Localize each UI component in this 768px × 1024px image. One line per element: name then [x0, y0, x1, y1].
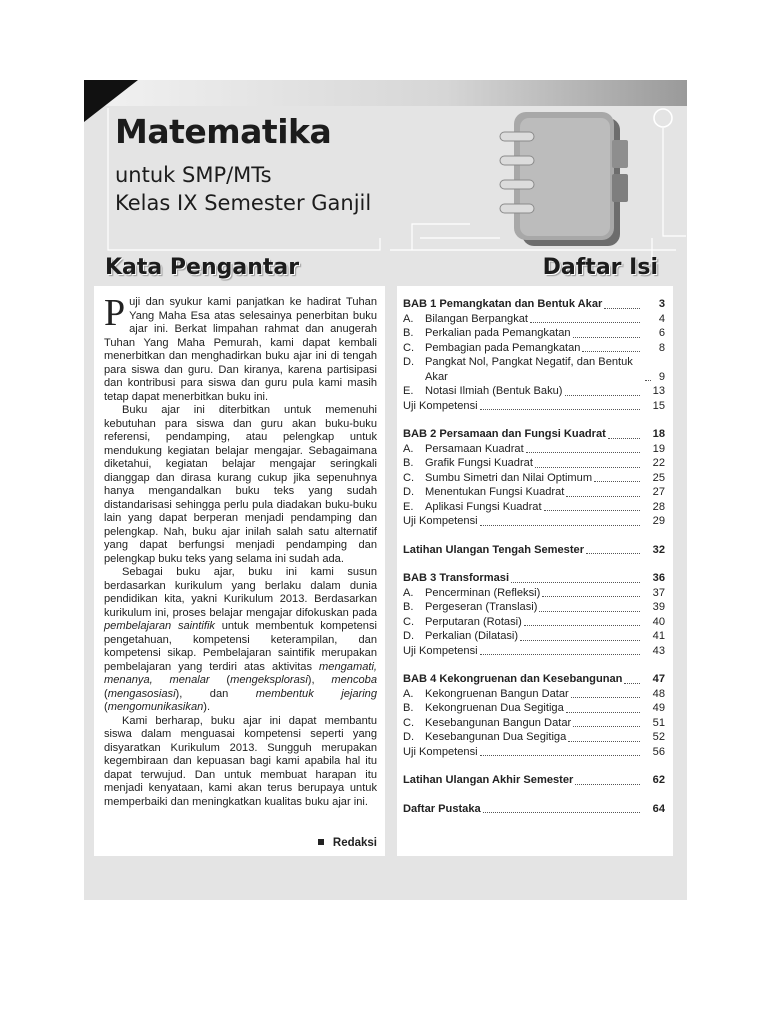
- toc-entry-text: Aplikasi Fungsi Kuadrat: [425, 500, 542, 513]
- toc-entry[interactable]: [403, 730, 665, 745]
- toc-entry-text: Pembagian pada Pemangkatan: [425, 341, 581, 354]
- toc-entry[interactable]: [403, 672, 665, 687]
- toc-entry-page: 56: [652, 745, 665, 758]
- toc-entry-text: Perkalian (Dilatasi): [425, 630, 519, 642]
- toc-entry[interactable]: [403, 629, 665, 644]
- toc-entry-text: Uji Kompetensi: [403, 644, 478, 657]
- toc-leader-dots: [480, 654, 640, 655]
- toc-entry-text: Notasi Ilmiah (Bentuk Baku): [425, 385, 563, 397]
- toc-entry-letter: D.: [403, 731, 415, 743]
- toc-entry-text: BAB 3 Transformasi: [403, 572, 510, 584]
- toc-entry-text: Menentukan Fungsi Kuadrat: [425, 486, 565, 498]
- toc-entry-label: [403, 644, 478, 659]
- toc-entry[interactable]: [403, 384, 665, 399]
- toc-entry-label: [403, 500, 542, 515]
- paragraph-4: Kami berharap, buku ajar ini dapat membantu siswa dalam menguasai kompetensi seperti yang disyaratkan Kurikulum 2013. Sungguh merupakan kegembiraan dan kepuasan bagi kami apabila hal itu dapat terwujud. Dan untuk membuat harapan itu menjadi kenyataan, kami akan terus berupaya untuk memperbaiki dan meningkatkan kualitas buku ajar ini.: [104, 714, 377, 808]
- toc-entry-page: 19: [652, 442, 665, 455]
- toc-entry-label: [403, 543, 584, 558]
- drop-cap: P: [104, 292, 126, 334]
- toc-entry-label: [403, 326, 571, 341]
- toc-entry[interactable]: [403, 773, 665, 788]
- toc-entry-label: [403, 341, 580, 356]
- toc-entry-letter: A.: [403, 312, 414, 325]
- toc-entry-text: Kesebangunan Dua Segitiga: [425, 731, 567, 743]
- toc-leader-dots: [594, 481, 640, 482]
- toc-entry-text: Persamaan Kuadrat: [425, 442, 524, 455]
- toc-entry[interactable]: [403, 543, 665, 558]
- toc-entry-page: 25: [652, 471, 665, 484]
- toc-entry-letter: B.: [403, 327, 414, 339]
- toc-entry-page: 43: [652, 644, 665, 657]
- toc-entry-page: 27: [652, 486, 665, 498]
- toc-entry[interactable]: [403, 644, 665, 659]
- toc-leader-dots: [483, 812, 640, 813]
- toc-entry-label: [403, 297, 602, 312]
- toc-entry-letter: D.: [403, 356, 415, 368]
- toc-entry-page: 41: [652, 630, 665, 642]
- toc-entry-page: 62: [652, 774, 665, 786]
- table-of-contents: [403, 297, 665, 816]
- kata-pengantar-text: [104, 292, 378, 809]
- toc-entry-label: [403, 687, 569, 702]
- toc-entry-page: 28: [652, 500, 665, 513]
- toc-leader-dots: [539, 611, 640, 612]
- toc-entry-text: Perkalian pada Pemangkatan: [425, 327, 571, 339]
- toc-entry-page: 8: [658, 341, 665, 354]
- daftar-isi-panel: [397, 286, 673, 856]
- toc-entry[interactable]: [403, 341, 665, 356]
- toc-entry-text: BAB 4 Kekongruenan dan Kesebangunan: [403, 673, 623, 685]
- toc-entry-label: [403, 485, 564, 500]
- toc-entry-letter: C.: [403, 615, 415, 628]
- toc-entry-text: Uji Kompetensi: [403, 399, 478, 412]
- toc-leader-dots: [604, 308, 640, 309]
- toc-entry-label: [403, 701, 564, 716]
- toc-entry-label: [403, 427, 606, 442]
- toc-entry-label: [403, 355, 643, 384]
- paragraph-1: Puji dan syukur kami panjatkan ke hadirat Tuhan Yang Maha Esa atas selesainya penerbitan buku ajar ini. Berkat limpahan rahmat dan anugerah Tuhan Yang Maha Pemurah, kami dapat kembali menerbitkan dan menghadirkan buku ajar ini di tengah para siswa dan guru. Dan kiranya, karena partisipasi dan kontribusi para siswa dan guru pula kami masih tetap dapat menerbitkan buku ini.: [104, 292, 377, 403]
- toc-entry-letter: C.: [403, 341, 415, 354]
- toc-entry-letter: B.: [403, 457, 414, 469]
- book-subtitle-class: Kelas IX Semester Ganjil: [115, 191, 372, 215]
- toc-entry[interactable]: [403, 802, 665, 817]
- toc-entry[interactable]: [403, 600, 665, 615]
- toc-leader-dots: [575, 784, 640, 785]
- toc-entry[interactable]: [403, 326, 665, 341]
- toc-leader-dots: [582, 351, 640, 352]
- toc-entry[interactable]: [403, 355, 665, 384]
- toc-entry-text: Latihan Ulangan Akhir Semester: [403, 774, 574, 786]
- toc-leader-dots: [480, 409, 640, 410]
- toc-entry-text: Grafik Fungsi Kuadrat: [425, 457, 533, 469]
- toc-entry-text: Latihan Ulangan Tengah Semester: [403, 543, 585, 556]
- toc-entry[interactable]: [403, 297, 665, 312]
- toc-entry-text: Pencerminan (Refleksi): [425, 586, 541, 599]
- toc-leader-dots: [544, 510, 640, 511]
- toc-entry[interactable]: [403, 687, 665, 702]
- toc-entry-page: 39: [652, 601, 665, 613]
- toc-entry-page: 51: [652, 716, 665, 729]
- toc-entry-label: [403, 471, 592, 486]
- toc-entry-letter: B.: [403, 702, 414, 714]
- toc-entry[interactable]: [403, 571, 665, 586]
- toc-entry-text: Daftar Pustaka: [403, 802, 481, 815]
- toc-entry-label: [403, 745, 478, 760]
- toc-entry[interactable]: [403, 586, 665, 601]
- toc-leader-dots: [566, 496, 640, 497]
- toc-entry-text: Kekongruenan Dua Segitiga: [425, 702, 564, 714]
- toc-entry[interactable]: [403, 399, 665, 414]
- toc-entry-page: 15: [652, 399, 665, 412]
- toc-entry-letter: A.: [403, 442, 414, 455]
- toc-entry-page: 22: [652, 457, 665, 469]
- toc-entry-letter: C.: [403, 716, 415, 729]
- toc-entry-label: [403, 773, 573, 788]
- toc-entry-letter: E.: [403, 500, 414, 513]
- top-band: [84, 80, 687, 106]
- toc-entry-label: [403, 629, 518, 644]
- toc-entry-letter: A.: [403, 687, 414, 700]
- toc-leader-dots: [568, 741, 640, 742]
- toc-entry-text: Uji Kompetensi: [403, 515, 478, 527]
- toc-entry-page: 49: [652, 702, 665, 714]
- paragraph-2: Buku ajar ini diterbitkan untuk memenuhi kebutuhan para siswa dan guru akan buku-buku referensi, pendamping, atau pelengkap untuk mendukung kegiatan belajar mengajar. Sebagaimana diketahui, kegiatan belajar mengajar seringkali dianggap dan dirasa kurang cukup jika sepenuhnya hanya mengandalkan buku teks yang sudah distandarisasi sehingga perlu pula diadakan buku-buku lain yang dapat berperan menjadi pendamping dan pelengkap. Nah, buku ajar inilah salah satu alternatif yang dapat berfungsi menjadi pendamping dan pelengkap buku teks yang selama ini sudah ada.: [104, 404, 377, 565]
- toc-entry-label: [403, 384, 563, 399]
- toc-entry-label: [403, 802, 481, 817]
- toc-entry[interactable]: [403, 615, 665, 630]
- toc-entry-text: BAB 1 Pemangkatan dan Bentuk Akar: [403, 298, 603, 310]
- toc-entry-label: [403, 456, 533, 471]
- book-title: Matematika: [115, 112, 332, 151]
- toc-entry-text: Uji Kompetensi: [403, 745, 478, 758]
- toc-leader-dots: [608, 438, 640, 439]
- toc-entry-label: [403, 586, 540, 601]
- toc-entry-page: 13: [652, 385, 665, 397]
- toc-entry-page: 64: [652, 802, 665, 815]
- toc-leader-dots: [526, 452, 640, 453]
- paragraph-3: Sebagai buku ajar, buku ini kami susun berdasarkan kurikulum yang berlaku dalam dunia pendidikan kita, yakni Kurikulum 2013. Berdasarkan kurikulum ini, proses belajar mengajar difokuskan pada pembelajaran saintifik untuk membentuk kompetensi pengetahuan, kompetensi keterampilan, dan kompetensi sikap. Pembelajaran saintifik merupakan pembelajaran yang terdiri atas aktivitas mengamati, menanya, menalar (mengeksplorasi), mencoba (mengasosiasi), dan membentuk jejaring (mengomunikasikan).: [104, 566, 378, 713]
- toc-entry[interactable]: [403, 442, 665, 457]
- signoff-text: Redaksi: [332, 837, 377, 849]
- signoff: [318, 837, 377, 849]
- toc-leader-dots: [480, 755, 640, 756]
- daftar-isi-heading: Daftar Isi: [542, 255, 658, 280]
- toc-entry-text: Kesebangunan Bangun Datar: [425, 716, 572, 729]
- toc-entry[interactable]: [403, 745, 665, 760]
- toc-entry-letter: D.: [403, 486, 415, 498]
- toc-entry-letter: B.: [403, 601, 414, 613]
- toc-entry-label: [403, 716, 571, 731]
- toc-entry-page: 3: [658, 298, 665, 310]
- toc-entry-page: 48: [652, 687, 665, 700]
- toc-entry-page: 36: [652, 572, 665, 584]
- toc-entry-letter: D.: [403, 630, 415, 642]
- kata-pengantar-heading: Kata Pengantar: [105, 255, 300, 280]
- toc-entry-page: 37: [652, 586, 665, 599]
- toc-entry[interactable]: [403, 456, 665, 471]
- toc-leader-dots: [535, 467, 640, 468]
- toc-leader-dots: [520, 640, 640, 641]
- toc-leader-dots: [624, 683, 640, 684]
- toc-leader-dots: [511, 582, 640, 583]
- toc-leader-dots: [566, 712, 640, 713]
- toc-leader-dots: [542, 596, 640, 597]
- toc-entry-text: Pergeseran (Translasi): [425, 601, 538, 613]
- toc-entry-page: 4: [658, 312, 665, 325]
- toc-leader-dots: [645, 380, 651, 381]
- toc-entry-label: [403, 514, 478, 529]
- toc-leader-dots: [480, 525, 640, 526]
- toc-leader-dots: [530, 322, 640, 323]
- toc-entry-page: 18: [652, 428, 665, 440]
- toc-entry-page: 47: [652, 673, 665, 685]
- toc-entry-letter: A.: [403, 586, 414, 599]
- toc-entry-label: [403, 399, 478, 414]
- toc-leader-dots: [571, 697, 640, 698]
- toc-entry[interactable]: [403, 427, 665, 442]
- book-subtitle-level: untuk SMP/MTs: [115, 163, 272, 187]
- toc-leader-dots: [565, 395, 641, 396]
- toc-entry-text: Kekongruenan Bangun Datar: [425, 687, 569, 700]
- toc-entry[interactable]: [403, 500, 665, 515]
- toc-leader-dots: [573, 337, 640, 338]
- toc-entry-page: 6: [658, 327, 665, 339]
- toc-entry[interactable]: [403, 312, 665, 327]
- toc-entry-page: 29: [652, 515, 665, 527]
- toc-entry[interactable]: [403, 716, 665, 731]
- toc-entry-page: 9: [658, 370, 665, 383]
- toc-entry-text: Sumbu Simetri dan Nilai Optimum: [425, 471, 593, 484]
- toc-entry-page: 52: [652, 731, 665, 743]
- square-bullet-icon: [318, 839, 324, 845]
- toc-leader-dots: [573, 726, 640, 727]
- toc-entry-text: Bilangan Berpangkat: [425, 312, 529, 325]
- toc-entry-letter: C.: [403, 471, 415, 484]
- toc-entry-label: [403, 442, 524, 457]
- toc-entry[interactable]: [403, 514, 665, 529]
- toc-entry-page: 32: [652, 543, 665, 556]
- kata-pengantar-panel: [94, 286, 385, 856]
- toc-entry-text: Perputaran (Rotasi): [425, 615, 522, 628]
- toc-entry[interactable]: [403, 701, 665, 716]
- toc-entry[interactable]: [403, 485, 665, 500]
- toc-leader-dots: [586, 553, 640, 554]
- toc-entry-text: Pangkat Nol, Pangkat Negatif, dan Bentuk Akar: [425, 356, 633, 383]
- toc-entry-label: [403, 730, 566, 745]
- toc-entry-label: [403, 615, 522, 630]
- toc-entry[interactable]: [403, 471, 665, 486]
- toc-entry-page: 40: [652, 615, 665, 628]
- toc-entry-label: [403, 600, 537, 615]
- toc-entry-letter: E.: [403, 385, 414, 397]
- toc-entry-label: [403, 312, 528, 327]
- toc-entry-text: BAB 2 Persamaan dan Fungsi Kuadrat: [403, 428, 606, 440]
- toc-entry-label: [403, 571, 509, 586]
- toc-leader-dots: [524, 625, 640, 626]
- toc-entry-label: [403, 672, 622, 687]
